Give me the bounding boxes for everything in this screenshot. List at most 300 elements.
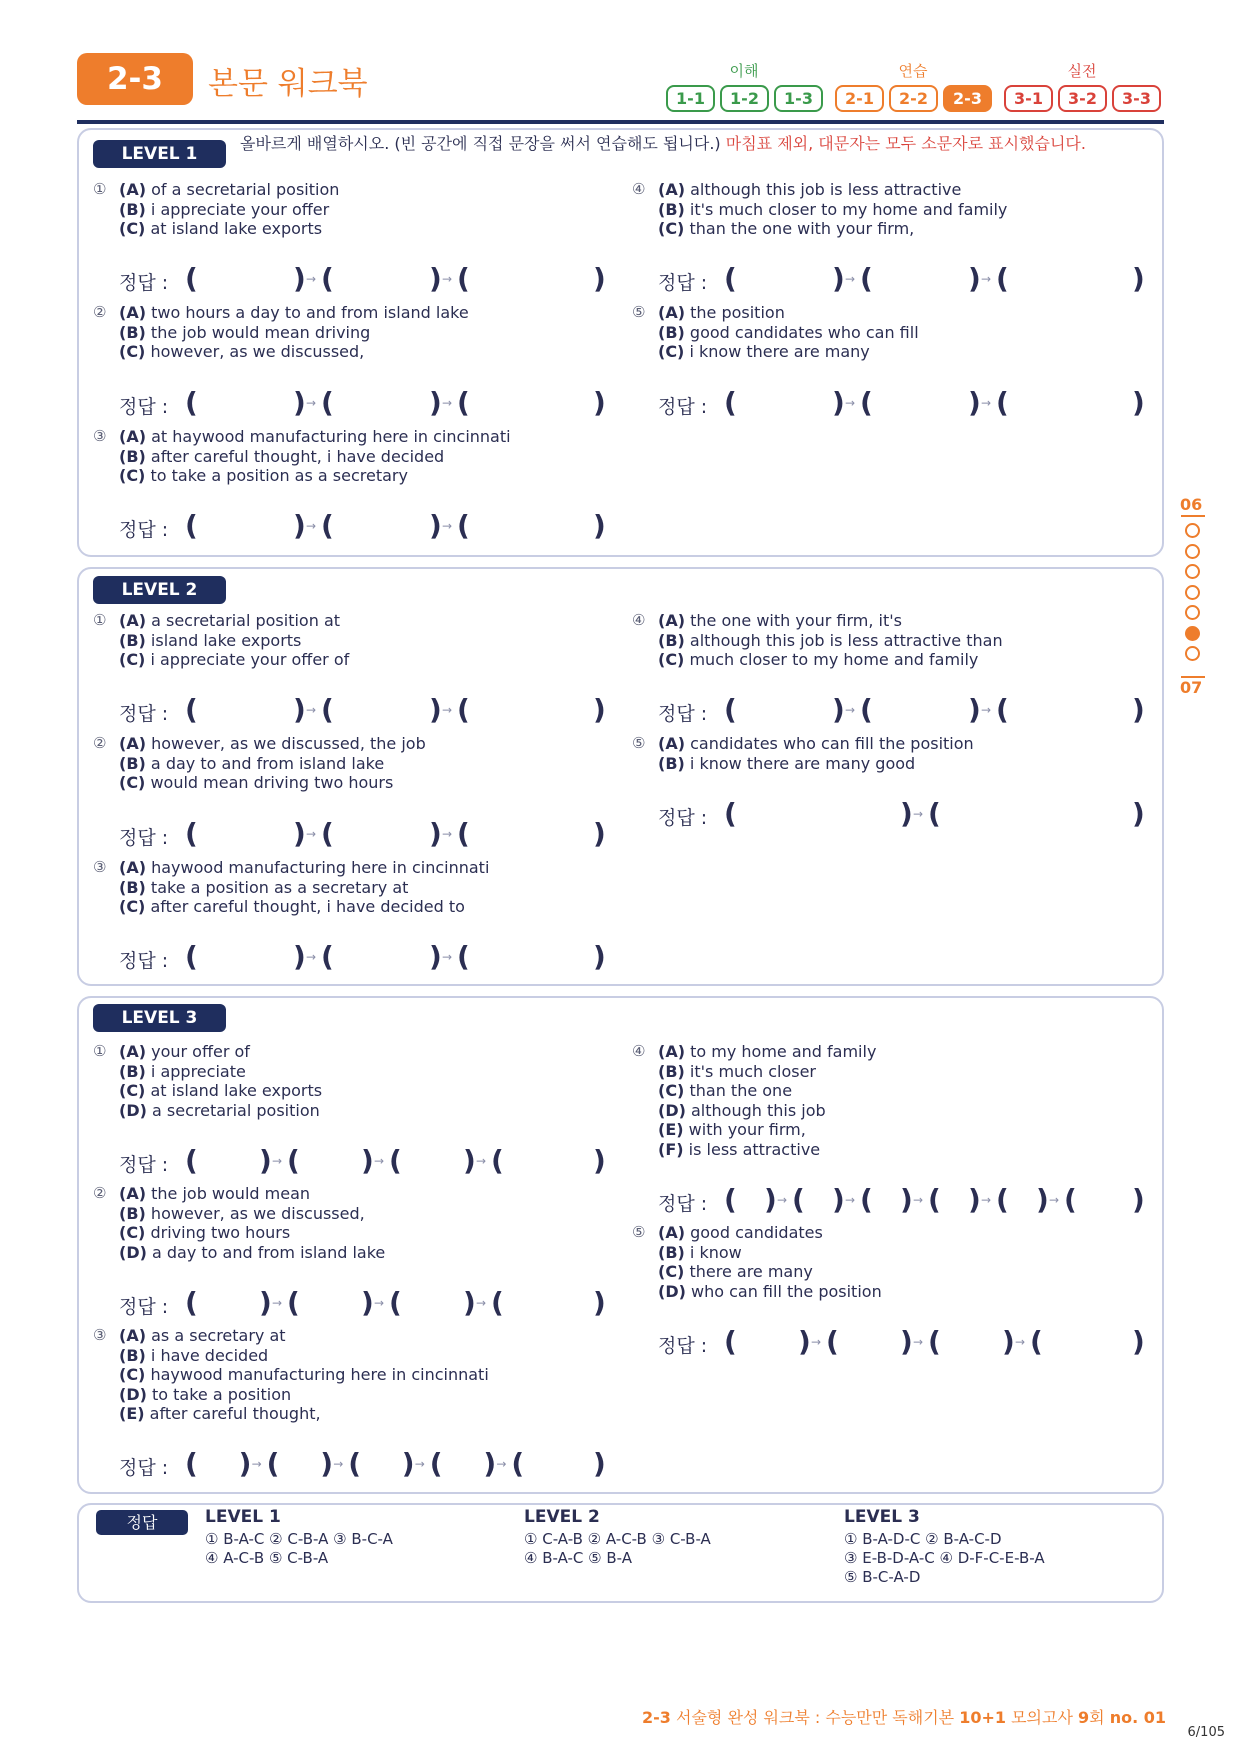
arrow-icon: → (845, 703, 856, 717)
option-key: (C) (658, 1081, 685, 1100)
answer-open-paren: ( (928, 797, 941, 830)
nav-button-1-2[interactable]: 1-2 (720, 85, 769, 112)
answer-key-level1 (205, 1508, 393, 1568)
answer-key-label: 정답 (96, 1510, 188, 1535)
answer-row[interactable] (119, 1286, 606, 1319)
answer-close-paren: ) (968, 1183, 981, 1216)
answer-open-paren: ( (928, 1183, 941, 1216)
answer-label: 정답 : (119, 396, 169, 418)
question-option (119, 219, 339, 239)
option-text: i know (689, 1242, 742, 1262)
arrow-icon: → (306, 950, 317, 964)
option-key: (B) (119, 322, 146, 342)
arrow-icon: → (845, 1193, 856, 1207)
answer-row[interactable] (658, 1183, 1145, 1216)
question-block (632, 303, 919, 362)
nav-button-2-2[interactable]: 2-2 (889, 85, 938, 112)
answer-open-paren: ( (321, 940, 334, 973)
answer-close-paren: ) (968, 262, 981, 295)
option-text: to my home and family (690, 1042, 877, 1061)
answer-open-paren: ( (511, 1447, 525, 1480)
progress-dot-icon (1185, 544, 1200, 559)
answer-close-paren: ) (483, 1447, 497, 1480)
answer-open-paren: ( (996, 386, 1009, 419)
answer-open-paren: ( (724, 797, 737, 830)
answer-key-line: ① C-A-B ② A-C-B ③ C-B-A (524, 1530, 711, 1548)
option-key: (B) (119, 753, 146, 773)
arrow-icon: → (306, 519, 317, 533)
answer-close-paren: ) (429, 693, 442, 726)
question-number: ③ (93, 427, 107, 445)
answer-close-paren: ) (900, 797, 913, 830)
option-text: although this job is less attractive (690, 180, 962, 199)
answer-close-paren: ) (238, 1447, 252, 1480)
option-text: much closer to my home and family (689, 650, 979, 669)
answer-close-paren: ) (832, 386, 845, 419)
question-block (93, 303, 469, 362)
option-key: (B) (119, 877, 146, 897)
question-option (119, 323, 469, 343)
page-number: 6/105 (1187, 1725, 1225, 1740)
answer-open-paren: ( (321, 386, 334, 419)
question-block (93, 1326, 489, 1424)
answer-close-paren: ) (798, 1325, 811, 1358)
option-text: i appreciate your offer of (150, 650, 350, 669)
question-option (658, 200, 1007, 220)
question-option (119, 1081, 322, 1101)
option-text: candidates who can fill the position (690, 734, 974, 753)
arrow-icon: → (442, 827, 453, 841)
answer-close-paren: ) (593, 817, 606, 850)
option-text: who can fill the position (691, 1281, 882, 1301)
answer-open-paren: ( (1030, 1325, 1043, 1358)
option-key: (A) (119, 858, 147, 877)
question-option (119, 650, 349, 670)
answer-open-paren: ( (185, 693, 198, 726)
option-text: i appreciate (150, 1061, 246, 1081)
answer-open-paren: ( (996, 262, 1009, 295)
question-option (658, 1262, 882, 1282)
arrow-icon: → (981, 396, 992, 410)
answer-close-paren: ) (1132, 693, 1145, 726)
answer-open-paren: ( (287, 1286, 300, 1319)
option-text: a day to and from island lake (150, 753, 385, 773)
answer-row[interactable] (119, 693, 606, 726)
question-option (119, 180, 339, 200)
option-key: (B) (658, 322, 685, 342)
arrow-icon: → (306, 703, 317, 717)
question-option (658, 611, 1003, 631)
option-text: to take a position as a secretary (150, 466, 408, 485)
answer-row[interactable] (658, 1325, 1145, 1358)
answer-key-line: ④ A-C-B ⑤ C-B-A (205, 1549, 329, 1567)
option-key: (B) (119, 199, 146, 219)
answer-open-paren: ( (457, 386, 470, 419)
option-key: (C) (119, 219, 146, 238)
answer-close-paren: ) (1132, 1325, 1145, 1358)
option-key: (A) (119, 180, 147, 199)
option-text: although this job (691, 1100, 826, 1120)
option-text: after careful thought, i have decided (150, 446, 445, 466)
answer-key-title: LEVEL 1 (205, 1507, 281, 1527)
question-number: ④ (632, 611, 646, 629)
question-option (658, 650, 1003, 670)
question-option (119, 611, 349, 631)
answer-open-paren: ( (860, 1183, 873, 1216)
nav-button-1-1[interactable]: 1-1 (666, 85, 715, 112)
option-text: of a secretarial position (151, 180, 340, 199)
progress-dot-icon (1185, 646, 1200, 661)
option-text: i have decided (150, 1345, 269, 1365)
header-rule (77, 120, 1164, 124)
answer-close-paren: ) (593, 693, 606, 726)
answer-open-paren: ( (491, 1286, 504, 1319)
question-block (632, 1042, 877, 1159)
progress-dot-icon (1185, 605, 1200, 620)
question-number: ② (93, 303, 107, 321)
arrow-icon: → (913, 1335, 924, 1349)
option-text: i know there are many (689, 342, 870, 361)
option-key: (D) (658, 1100, 686, 1120)
option-key: (B) (658, 199, 685, 219)
answer-open-paren: ( (996, 1183, 1009, 1216)
answer-key-line: ③ E-B-D-A-C ④ D-F-C-E-B-A (844, 1549, 1045, 1567)
question-option (119, 1042, 322, 1062)
option-key: (A) (119, 1184, 147, 1203)
answer-close-paren: ) (968, 693, 981, 726)
nav-button-2-1[interactable]: 2-1 (835, 85, 884, 112)
answer-close-paren: ) (593, 509, 606, 542)
answer-label: 정답 : (119, 950, 169, 972)
answer-close-paren: ) (401, 1447, 415, 1480)
question-option (119, 858, 489, 878)
answer-close-paren: ) (593, 262, 606, 295)
option-text: the position (690, 303, 785, 322)
arrow-icon: → (442, 950, 453, 964)
question-option (119, 773, 426, 793)
option-text: haywood manufacturing here in cincinnati (150, 1365, 489, 1384)
option-key: (F) (658, 1139, 684, 1159)
footer-text: 2-3 서술형 완성 워크북 : 수능만만 독해기본 10+1 모의고사 9회 no. 01 (642, 1708, 1166, 1727)
question-option (658, 323, 919, 343)
answer-label: 정답 : (658, 703, 708, 725)
nav-group-label-understand: 이해 (729, 62, 759, 80)
question-option (658, 219, 1007, 239)
question-number: ① (93, 1042, 107, 1060)
answer-row[interactable] (658, 386, 1145, 419)
arrow-icon: → (374, 1296, 385, 1310)
question-option (658, 1062, 876, 1082)
question-number: ⑤ (632, 1223, 646, 1241)
nav-group-label-real: 실전 (1067, 62, 1097, 80)
question-option (658, 1101, 876, 1121)
option-text: however, as we discussed, (150, 1203, 365, 1223)
arrow-icon: → (306, 396, 317, 410)
arrow-icon: → (306, 827, 317, 841)
question-option (119, 1062, 322, 1082)
question-option (658, 1120, 876, 1140)
question-option (658, 303, 919, 323)
progress-dot-icon (1185, 626, 1200, 641)
answer-close-paren: ) (293, 509, 306, 542)
answer-close-paren: ) (1132, 1183, 1145, 1216)
answer-key-title: LEVEL 3 (844, 1507, 920, 1527)
option-text: it's much closer to my home and family (689, 199, 1008, 219)
arrow-icon: → (442, 703, 453, 717)
instruction-main: 올바르게 배열하시오. (빈 공간에 직접 문장을 써서 연습해도 됩니다.) (240, 134, 721, 153)
answer-open-paren: ( (185, 817, 198, 850)
answer-row[interactable] (119, 262, 606, 295)
arrow-icon: → (442, 519, 453, 533)
question-option (658, 1223, 882, 1243)
option-text: a secretarial position at (151, 611, 341, 630)
question-number: ① (93, 180, 107, 198)
answer-open-paren: ( (429, 1447, 443, 1480)
option-text: a secretarial position (152, 1100, 320, 1120)
answer-row[interactable] (119, 940, 606, 973)
answer-label: 정답 : (119, 272, 169, 294)
option-key: (A) (658, 1042, 686, 1061)
answer-close-paren: ) (1036, 1183, 1049, 1216)
answer-close-paren: ) (463, 1286, 476, 1319)
option-key: (B) (658, 1242, 685, 1262)
answer-close-paren: ) (463, 1144, 476, 1177)
question-block (93, 611, 350, 670)
option-key: (A) (119, 303, 147, 322)
question-block (93, 1042, 323, 1120)
answer-close-paren: ) (764, 1183, 777, 1216)
answer-key-line: ⑤ B-C-A-D (844, 1568, 921, 1586)
answer-close-paren: ) (429, 817, 442, 850)
question-option (119, 1365, 489, 1385)
option-text: your offer of (151, 1042, 250, 1061)
answer-close-paren: ) (429, 509, 442, 542)
option-text: the job would mean driving (150, 322, 371, 342)
question-number: ③ (93, 858, 107, 876)
level1-label: LEVEL 1 (93, 140, 226, 168)
answer-label: 정답 : (119, 827, 169, 849)
option-key: (C) (658, 1262, 685, 1281)
answer-close-paren: ) (968, 386, 981, 419)
answer-close-paren: ) (593, 386, 606, 419)
option-key: (D) (119, 1100, 147, 1120)
answer-open-paren: ( (321, 817, 334, 850)
question-block (632, 611, 1003, 670)
question-option (658, 1243, 882, 1263)
option-text: driving two hours (150, 1223, 291, 1242)
nav-button-3-2[interactable]: 3-2 (1058, 85, 1107, 112)
answer-close-paren: ) (293, 817, 306, 850)
answer-open-paren: ( (1064, 1183, 1077, 1216)
answer-open-paren: ( (724, 262, 737, 295)
answer-close-paren: ) (1132, 386, 1145, 419)
option-text: at island lake exports (150, 1081, 323, 1100)
option-key: (A) (658, 180, 686, 199)
question-option (658, 754, 974, 774)
option-text: however, as we discussed, (150, 342, 365, 361)
answer-open-paren: ( (287, 1144, 300, 1177)
option-key: (B) (658, 753, 685, 773)
question-option (658, 1081, 876, 1101)
option-key: (B) (658, 630, 685, 650)
answer-label: 정답 : (119, 519, 169, 541)
question-option (658, 180, 1007, 200)
arrow-icon: → (981, 1193, 992, 1207)
instruction (240, 134, 1145, 154)
option-text: with your firm, (688, 1120, 806, 1139)
option-key: (B) (119, 630, 146, 650)
question-option (119, 1101, 322, 1121)
answer-close-paren: ) (1132, 797, 1145, 830)
arrow-icon: → (1049, 1193, 1060, 1207)
question-number: ④ (632, 1042, 646, 1060)
question-option (119, 447, 511, 467)
question-option (658, 1140, 876, 1160)
option-key: (B) (119, 1061, 146, 1081)
question-block (93, 180, 340, 239)
option-key: (A) (658, 611, 686, 630)
level2-label: LEVEL 2 (93, 576, 226, 604)
nav-button-3-1[interactable]: 3-1 (1004, 85, 1053, 112)
answer-label: 정답 : (119, 1296, 169, 1318)
option-key: (A) (119, 427, 147, 446)
option-key: (D) (658, 1281, 686, 1301)
question-number: ① (93, 611, 107, 629)
arrow-icon: → (414, 1457, 425, 1471)
question-option (658, 342, 919, 362)
answer-close-paren: ) (1002, 1325, 1015, 1358)
option-key: (C) (119, 650, 146, 669)
answer-close-paren: ) (832, 1183, 845, 1216)
option-key: (B) (119, 1203, 146, 1223)
option-text: than the one (689, 1081, 793, 1100)
option-key: (B) (658, 1061, 685, 1081)
question-number: ④ (632, 180, 646, 198)
option-text: although this job is less attractive than (689, 630, 1003, 650)
answer-close-paren: ) (259, 1286, 272, 1319)
answer-close-paren: ) (259, 1144, 272, 1177)
answer-label: 정답 : (119, 1457, 169, 1479)
answer-row[interactable] (119, 1144, 606, 1177)
nav-button-3-3[interactable]: 3-3 (1112, 85, 1161, 112)
option-text: good candidates (690, 1223, 823, 1242)
option-key: (A) (658, 1223, 686, 1242)
answer-open-paren: ( (185, 940, 198, 973)
option-key: (D) (119, 1242, 147, 1262)
question-number: ② (93, 1184, 107, 1202)
question-option (658, 1042, 876, 1062)
arrow-icon: → (442, 396, 453, 410)
arrow-icon: → (251, 1457, 262, 1471)
answer-key-level3 (844, 1508, 1045, 1587)
option-text: after careful thought, (149, 1404, 321, 1423)
arrow-icon: → (981, 703, 992, 717)
answer-label: 정답 : (658, 396, 708, 418)
option-text: as a secretary at (151, 1326, 286, 1345)
answer-label: 정답 : (658, 1335, 708, 1357)
answer-open-paren: ( (185, 1144, 198, 1177)
nav-button-1-3[interactable]: 1-3 (774, 85, 823, 112)
option-key: (A) (119, 734, 147, 753)
answer-row[interactable] (658, 693, 1145, 726)
answer-row[interactable] (119, 1447, 606, 1480)
option-key: (D) (119, 1384, 147, 1404)
answer-close-paren: ) (593, 1286, 606, 1319)
answer-close-paren: ) (832, 693, 845, 726)
progress-dot-icon (1185, 564, 1200, 579)
option-text: would mean driving two hours (150, 773, 394, 792)
nav-button-2-3[interactable]: 2-3 (943, 85, 992, 112)
answer-open-paren: ( (389, 1286, 402, 1319)
option-text: good candidates who can fill (689, 322, 919, 342)
side-tab-top: 06 (1180, 495, 1203, 514)
option-text: than the one with your firm, (689, 219, 915, 238)
answer-open-paren: ( (792, 1183, 805, 1216)
level3-label: LEVEL 3 (93, 1004, 226, 1032)
question-option (119, 1404, 489, 1424)
answer-key-level2 (524, 1508, 711, 1568)
section-badge: 2-3 (77, 53, 193, 105)
progress-dot-icon (1185, 585, 1200, 600)
answer-close-paren: ) (293, 940, 306, 973)
option-text: haywood manufacturing here in cincinnati (151, 858, 490, 877)
arrow-icon: → (1015, 1335, 1026, 1349)
answer-close-paren: ) (320, 1447, 333, 1480)
question-option (119, 466, 511, 486)
question-option (119, 631, 349, 651)
answer-close-paren: ) (900, 1325, 913, 1358)
question-option (119, 303, 469, 323)
answer-open-paren: ( (724, 1325, 737, 1358)
answer-open-paren: ( (860, 693, 873, 726)
answer-open-paren: ( (860, 386, 873, 419)
question-option (119, 754, 426, 774)
answer-open-paren: ( (185, 262, 198, 295)
option-text: two hours a day to and from island lake (151, 303, 469, 322)
option-key: (C) (119, 1081, 146, 1100)
question-option (119, 1184, 385, 1204)
option-key: (A) (119, 1042, 147, 1061)
answer-row[interactable] (119, 509, 606, 542)
question-option (119, 897, 489, 917)
option-text: a day to and from island lake (152, 1242, 386, 1262)
answer-open-paren: ( (457, 693, 470, 726)
question-block (632, 734, 974, 773)
question-option (119, 734, 426, 754)
answer-close-paren: ) (293, 693, 306, 726)
answer-key-title: LEVEL 2 (524, 1507, 600, 1527)
option-key: (C) (119, 773, 146, 792)
question-block (93, 734, 426, 793)
answer-open-paren: ( (321, 262, 334, 295)
answer-open-paren: ( (457, 262, 470, 295)
question-block (632, 180, 1008, 239)
answer-row[interactable] (658, 797, 1145, 830)
answer-close-paren: ) (293, 262, 306, 295)
option-key: (C) (658, 342, 685, 361)
arrow-icon: → (306, 272, 317, 286)
answer-label: 정답 : (658, 272, 708, 294)
page-title: 본문 워크북 (208, 66, 368, 102)
answer-open-paren: ( (185, 1447, 198, 1480)
arrow-icon: → (333, 1457, 344, 1471)
answer-row[interactable] (658, 262, 1145, 295)
answer-row[interactable] (119, 386, 606, 419)
answer-label: 정답 : (119, 1154, 169, 1176)
answer-row[interactable] (119, 817, 606, 850)
question-option (119, 1326, 489, 1346)
option-key: (A) (119, 611, 147, 630)
